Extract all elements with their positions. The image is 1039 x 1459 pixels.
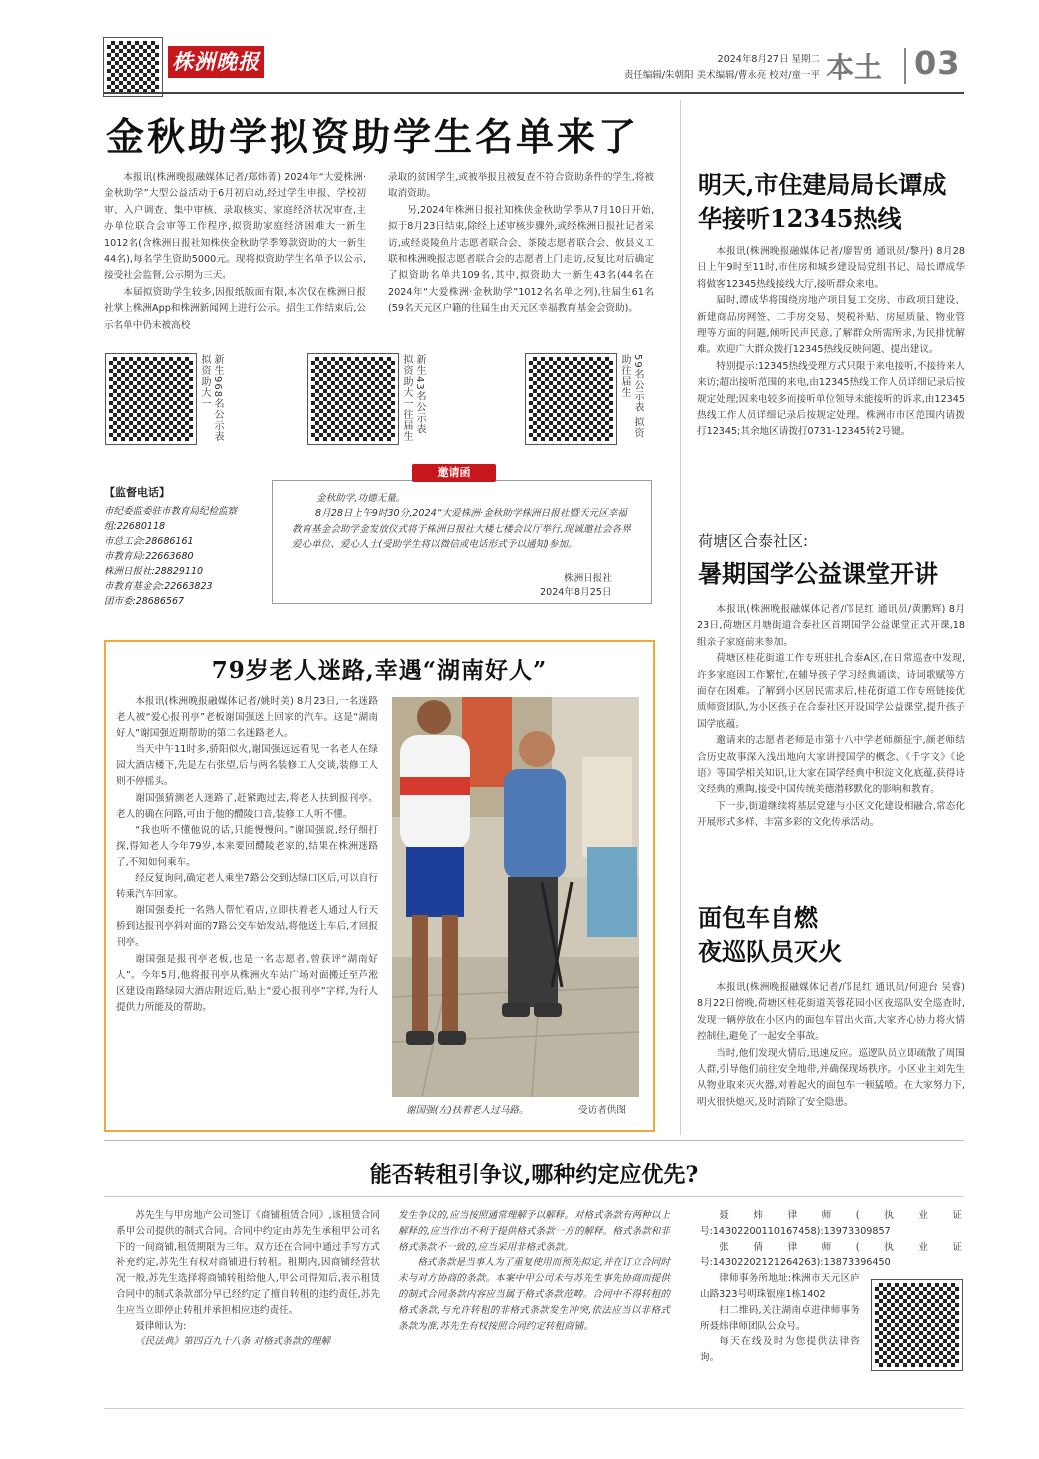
lead-headline: 金秋助学拟资助学生名单来了 [106,115,640,159]
legal-column-1 [116,1208,380,1350]
legal-paragraph: 发生争议的,应当按照通常理解予以解释。对格式条款有两种以上解释的,应当作出不利于提供格式条款一方的解释。格式条款和非格式条款不一致的,应当采用非格式条款。 [398,1210,670,1253]
hotline-body [697,244,965,441]
legal-column-2 [398,1208,670,1334]
legal-paragraph: 苏先生与甲房地产公司签订《商铺租赁合同》,该租赁合同系甲公司提供的制式合同。合同中约定由苏先生承租甲公司名下的一间商铺,租赁期限为三年。双方还在合同中通过手写方式补充约定,苏先生有权对商铺进行转租。租期内,因商铺经营状况一般,苏先生选择将商铺转租给他人,甲公司得知后,表示租赁合同中的制式条款部分早已经约定了擅自转租的违约责任,苏先生应当立即停止转租并承担相应违约责任。 [116,1210,380,1316]
invitation-date: 2024年8月25日 [540,587,612,598]
hotline-paragraph: 本报讯(株洲晚报融媒体记者/廖智勇 通讯员/黎丹) 8月28日上午9时至11时,市住房和城乡建设局党组书记、局长谭成华将做客12345热线接线大厅,接听群众来电。 [697,246,965,290]
qr-code-repeaters[interactable] [526,354,616,444]
masthead-qr-code[interactable] [104,38,162,96]
van-body [697,980,965,1111]
law-firm-qr-code[interactable] [872,1280,962,1370]
hotline-line: 市教育基金会:22663823 [104,581,213,592]
elder-paragraph: 谢国强猜测老人迷路了,赶紧跑过去,将老人扶到报刊亭。老人的确在问路,可由于他的醴陵口音,装修工人听不懂。 [116,792,378,820]
page-number: 03 [914,44,961,82]
legal-top-rule [104,1140,964,1141]
supervision-hotline [104,484,262,609]
guoxue-paragraph: 本报讯(株洲晚报融媒体记者/邝昆红 通讯员/黄鹏辉) 8月23日,荷塘区月塘街道合泰社区首期国学公益课堂正式开课,18组亲子家庭前来参加。 [697,604,965,648]
consult-note: 每天在线及时为您提供法律咨询。 [700,1336,860,1364]
hotline-title: 【监督电话】 [104,486,170,499]
lawyer-contact: 张倩律师(执业证号:14302202121264263):13873396450 [700,1241,962,1269]
right-column-divider [680,100,681,1135]
van-headline-line-1: 面包车自燃 [698,903,818,932]
lead-column-2 [388,170,654,318]
qr-caption-freshmen: 新生968名公示表 拟资助大一 [199,354,223,443]
lawyer-contact: 聂炜律师(执业证号:14302200110167458):13973309857 [700,1210,962,1237]
van-paragraph: 本报讯(株洲晚报融媒体记者/邝昆红 通讯员/何迎台 吴睿) 8月22日傍晚,荷塘区桂花街道芙蓉花园小区夜巡队安全巡查时,发现一辆停放在小区内的面包车冒出火苗,大家齐心协力将火情控制住,避免了一起安全事故。 [697,982,965,1043]
hotline-line: 市纪委监委驻市教育局纪检监察组:22680118 [104,506,238,532]
hotline-line: 市总工会:28686161 [104,536,194,547]
elder-paragraph: 当天中午11时多,骄阳似火,谢国强远远看见一名老人在绿园大酒店楼下,先是左右张望,后与两名装修工人交谈,装修工人则不停摇头。 [116,744,378,788]
hotline-line: 市教育局:22663680 [104,551,194,562]
lead-column-1 [104,170,366,334]
guoxue-paragraph: 下一步,街道继续将基层党建与小区文化建设相融合,常态化开展形式多样、丰富多彩的文化传承活动。 [697,800,965,829]
elder-photo [392,697,639,1097]
invitation-body: 8月28日上午9时30分,2024“大爱株洲·金秋助学株洲日报社暨天元区幸福教育基金会助学金发放仪式将于株洲日报社大楼七楼会议厅举行,现诚邀社会各界爱心单位、爱心人士(受助学生将以微信或电话形式予以通知)参加。 [292,508,631,550]
newspaper-logo: 株洲晚报 [168,46,264,78]
masthead-rule [104,92,964,94]
elder-body [116,694,378,1016]
qr-instruction: 扫二维码,关注湖南卓进律师事务所聂炜律师团队公众号。 [700,1304,860,1332]
hotline-headline: 明天,市住建局局长谭成华接听12345热线 [698,170,947,233]
legal-paragraph: 格式条款是当事人为了重复使用而预先拟定,并在订立合同时未与对方协商的条款。本案中甲公司未与苏先生事先协商而提供的制式合同条款内容应当属于格式条款范畴。合同中不得转租的格式条款,与允许转租的非格式条款发生冲突,依法应当以非格式条款为准,苏先生有权按照合同约定转租商铺。 [398,1257,670,1332]
photo-credit: 受访者供图 [578,1105,626,1116]
law-firm-address: 律师事务所地址:株洲市天元区庐山路323号明珠银座1栋1402 [700,1273,860,1300]
photo-illustration [392,697,639,1097]
invitation-tag: 邀请函 [412,464,496,482]
guoxue-headline: 暑期国学公益课堂开讲 [698,559,938,588]
van-paragraph: 当时,他们发现火情后,迅速反应。巡逻队员立即疏散了周围人群,引导他们前往安全地带,并确保现场秩序。小区业主刘先生从物业取来灭火器,对着起火的面包车一顿猛喷。在大家努力下,明火很快熄灭,及时消除了安全隐患。 [697,1047,965,1108]
hotline-paragraph: 届时,谭成华将围绕房地产项目复工交房、市政项目建设、新建商品房网签、二手房交易、契税补贴、房屋质量、物业管理等方面的问题,倾听民声民意,了解群众所需所求,为民排忧解难。欢迎广大群众拨打12345热线反映问题、提出建议。 [697,295,965,356]
lead-paragraph: 另,2024年株洲日报社知株侠金秋助学季从7月10日开始,拟于8月23日结束,除经上述审核步骤外,或经株洲日报社记者采访,或经炎陵鱼片志愿者联合会、茶陵志愿者联合会、攸县义工联和株洲晚报志愿者联合会的志愿者上门走访,反复比对后确定了拟资助名单共109名,其中,拟资助大一新生43名(44名在2024年“大爱株洲·金秋助学”1012名名单之列),往届生61名(59名天元区户籍的往届生由天元区幸福教育基金会资助)。 [388,204,654,315]
legal-headline-rule [104,1196,964,1197]
qr-caption-repeaters: 59名公示表 拟资助往届生 [619,354,643,439]
hotline-line: 团市委:28686567 [104,596,185,607]
elder-paragraph: 经反复询问,确定老人乘坐7路公交到达绿口区后,可以自行转乘汽车回家。 [116,873,378,901]
van-headline-line-2: 夜巡队员灭火 [698,937,842,966]
editor-credits: 责任编辑/朱朝阳 美术编辑/曹永亮 校对/童一平 [623,70,820,81]
legal-paragraph: 《民法典》第四百九十八条 对格式条款的理解 [135,1336,331,1348]
qr-code-freshmen[interactable] [106,354,196,444]
section-divider [904,48,906,84]
lead-paragraph: 本届拟资助学生较多,因报纸版面有限,本次仅在株洲日报社掌上株洲App和株洲新闻网上进行公示。招生工作结束后,公示名单中仍未被高校 [104,286,366,331]
elder-paragraph: 谢国强是报刊亭老板,也是一名志愿者,曾获评“湖南好人”。今年5月,他将报刊亭从株洲火车站广场对面搬迁至芦淞区建设南路绿园大酒店附近后,贴上“爱心报刊亭”字样,为行人提供力所能及的帮助。 [116,953,378,1013]
invitation-salutation: 金秋助学,功德无量。 [316,493,406,504]
elder-paragraph: “我也听不懂他说的话,只能慢慢问。”谢国强说,经仔细打探,得知老人今年79岁,本来要回醴陵老家的,结果在株洲迷路了,不知如何乘车。 [116,824,378,868]
legal-headline: 能否转租引争议,哪种约定应优先? [369,1162,699,1188]
guoxue-kicker: 荷塘区合泰社区: [698,532,809,550]
guoxue-body [697,602,965,832]
guoxue-paragraph: 荷塘区桂花街道工作专班驻扎合泰A区,在日常巡查中发现,许多家庭因工作繁忙,在辅导孩子学习经典诵读、诗词歌赋等方面存在困难。了解到小区居民需求后,桂花街道工作专班链接优质师资团队,为小区孩子在合泰社区开设国学公益课堂,提升孩子国学底蕴。 [697,653,965,730]
photo-caption: 谢国强(左)扶着老人过马路。 [406,1105,529,1116]
issue-date: 2024年8月27日 星期二 [717,54,820,65]
elder-paragraph: 谢国强委托一名熟人帮忙看店,立即扶着老人通过人行天桥到达报刊亭斜对面的7路公交车始发站,将他送上车后,才回报刊亭。 [116,905,378,949]
hotline-line: 株洲日报社:28829110 [104,566,204,577]
invitation-signature: 株洲日报社 [564,573,612,584]
qr-caption-freshmen-43: 新生43名公示表 拟资助大一往届生 [401,354,425,442]
qr-code-freshmen-43[interactable] [308,354,398,444]
lead-paragraph: 本报讯(株洲晚报融媒体记者/郑炜菁) 2024年“大爱株洲·金秋助学”大型公益活动于6月初启动,经过学生申报、学校初审、入户调查、集中审核、录取核实、家庭经济状况审查,主办单位联合会审等工作程序,拟资助家庭经济困难大一新生1012名(含株洲日报社知株侠金秋助学季筹款资助的大一新生44名),每名学生资助5000元。现将拟资助学生名单予以公示,接受社会监督,公示期为三天。 [104,172,366,282]
lead-paragraph: 录取的贫困学生,或被举报且被复查不符合资助条件的学生,将被取消资助。 [388,172,654,200]
elder-paragraph: 本报讯(株洲晚报融媒体记者/姚时美) 8月23日,一名迷路老人被“爱心报刊亭”老板谢国强送上回家的汽车。这是“湖南好人”谢国强近期帮助的第二名迷路老人。 [116,696,378,740]
elder-headline: 79岁老人迷路,幸遇“湖南好人” [211,657,548,684]
bottom-rule [104,1408,964,1409]
section-name: 本土 [826,51,883,84]
legal-paragraph: 聂律师认为: [135,1320,187,1332]
guoxue-paragraph: 邀请来的志愿者老师是市第十八中学老师颜征宇,颜老师结合历史故事深入浅出地向大家讲授国学的概念、《千字文》《论语》等国学相关知识,让大家在国学经典中积淀文化底蕴,获得诗文经典的熏陶,接受中国传统美德潜移默化的影响和教育。 [697,735,965,796]
hotline-paragraph: 特别提示:12345热线受理方式只限于来电接听,不接待来人来访;超出接听范围的来电,由12345热线工作人员详细记录后按规定处理;因来电较多而接听单位领导未能接听的诉求,由12345热线工作人员详细记录后按规定处理。株洲市市区范围内请拨打12345;其余地区请拨打0731-12345转2号键。 [697,360,965,438]
